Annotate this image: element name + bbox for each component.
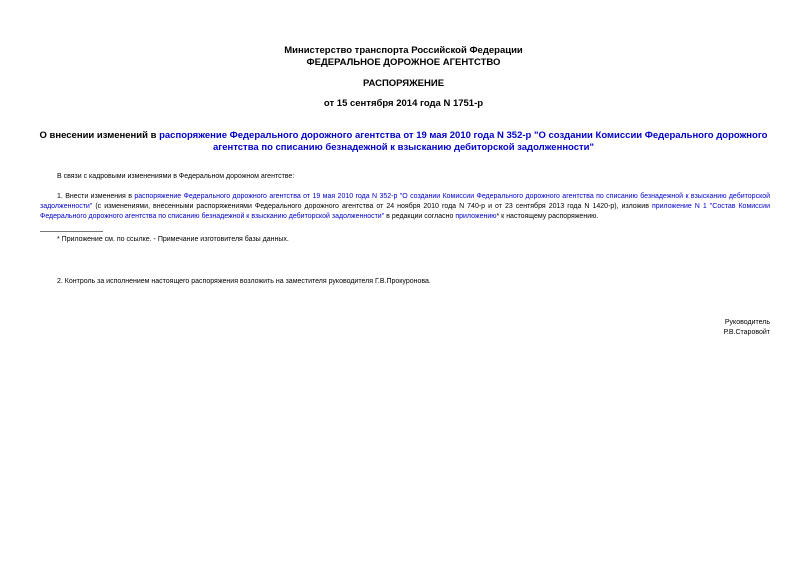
footnote: * Приложение см. по ссылке. - Примечание изготовителя базы данных. xyxy=(57,236,289,243)
intro-paragraph: В связи с кадровыми изменениями в Федеральном дорожном агентстве: xyxy=(57,173,295,180)
title-prefix: О внесении изменений в xyxy=(39,130,160,141)
document-date-number: от 15 сентября 2014 года N 1751-р xyxy=(323,98,484,109)
signature-name: Р.В.Старовойт xyxy=(723,329,770,336)
signature-block xyxy=(724,318,770,338)
p1-text-b: (с изменениями, внесенными распоряжениями Федерального дорожного агентства от 24 ноября 2010 года N 740-р и от 23 сентября 2013 года N 1420-р), изложив xyxy=(92,203,652,210)
paragraph-1 xyxy=(40,192,770,222)
agency-name: ФЕДЕРАЛЬНОЕ ДОРОЖНОЕ АГЕНТСТВО xyxy=(306,57,501,68)
link-appendix[interactable]: приложению xyxy=(455,213,497,220)
p1-text-c: в редакции согласно xyxy=(384,213,456,220)
title-link-order-352[interactable]: распоряжение Федерального дорожного агентства от 19 мая 2010 года N 352-р "О создании Комиссии Федерального дорожного агентства по списанию безнадежной к взысканию дебиторской задолженности" xyxy=(159,130,768,153)
footnote-divider xyxy=(40,231,103,232)
p1-text-d: * к настоящему распоряжению. xyxy=(496,213,599,220)
link-order-352[interactable]: распоряжение Федерального дорожного агентства от 19 мая 2010 года N 352-р "О создании Комиссии Федерального дорожного агентства по списанию безнадежной к взысканию дебиторской задолженности" xyxy=(40,193,771,210)
p1-text-a: 1. Внести изменения в xyxy=(57,193,135,200)
paragraph-2: 2. Контроль за исполнением настоящего распоряжения возложить на заместителя руководителя Г.В.Прокуронова. xyxy=(57,278,431,285)
signature-position: Руководитель xyxy=(724,319,770,326)
link-appendix-1[interactable]: приложение N 1 "Состав Комиссии Федерального дорожного агентства по списанию безнадежной к взысканию дебиторской задолженности" xyxy=(40,203,770,220)
document-type: РАСПОРЯЖЕНИЕ xyxy=(362,78,445,89)
ministry-name: Министерство транспорта Российской Федерации xyxy=(284,45,523,56)
document-title xyxy=(30,130,777,154)
